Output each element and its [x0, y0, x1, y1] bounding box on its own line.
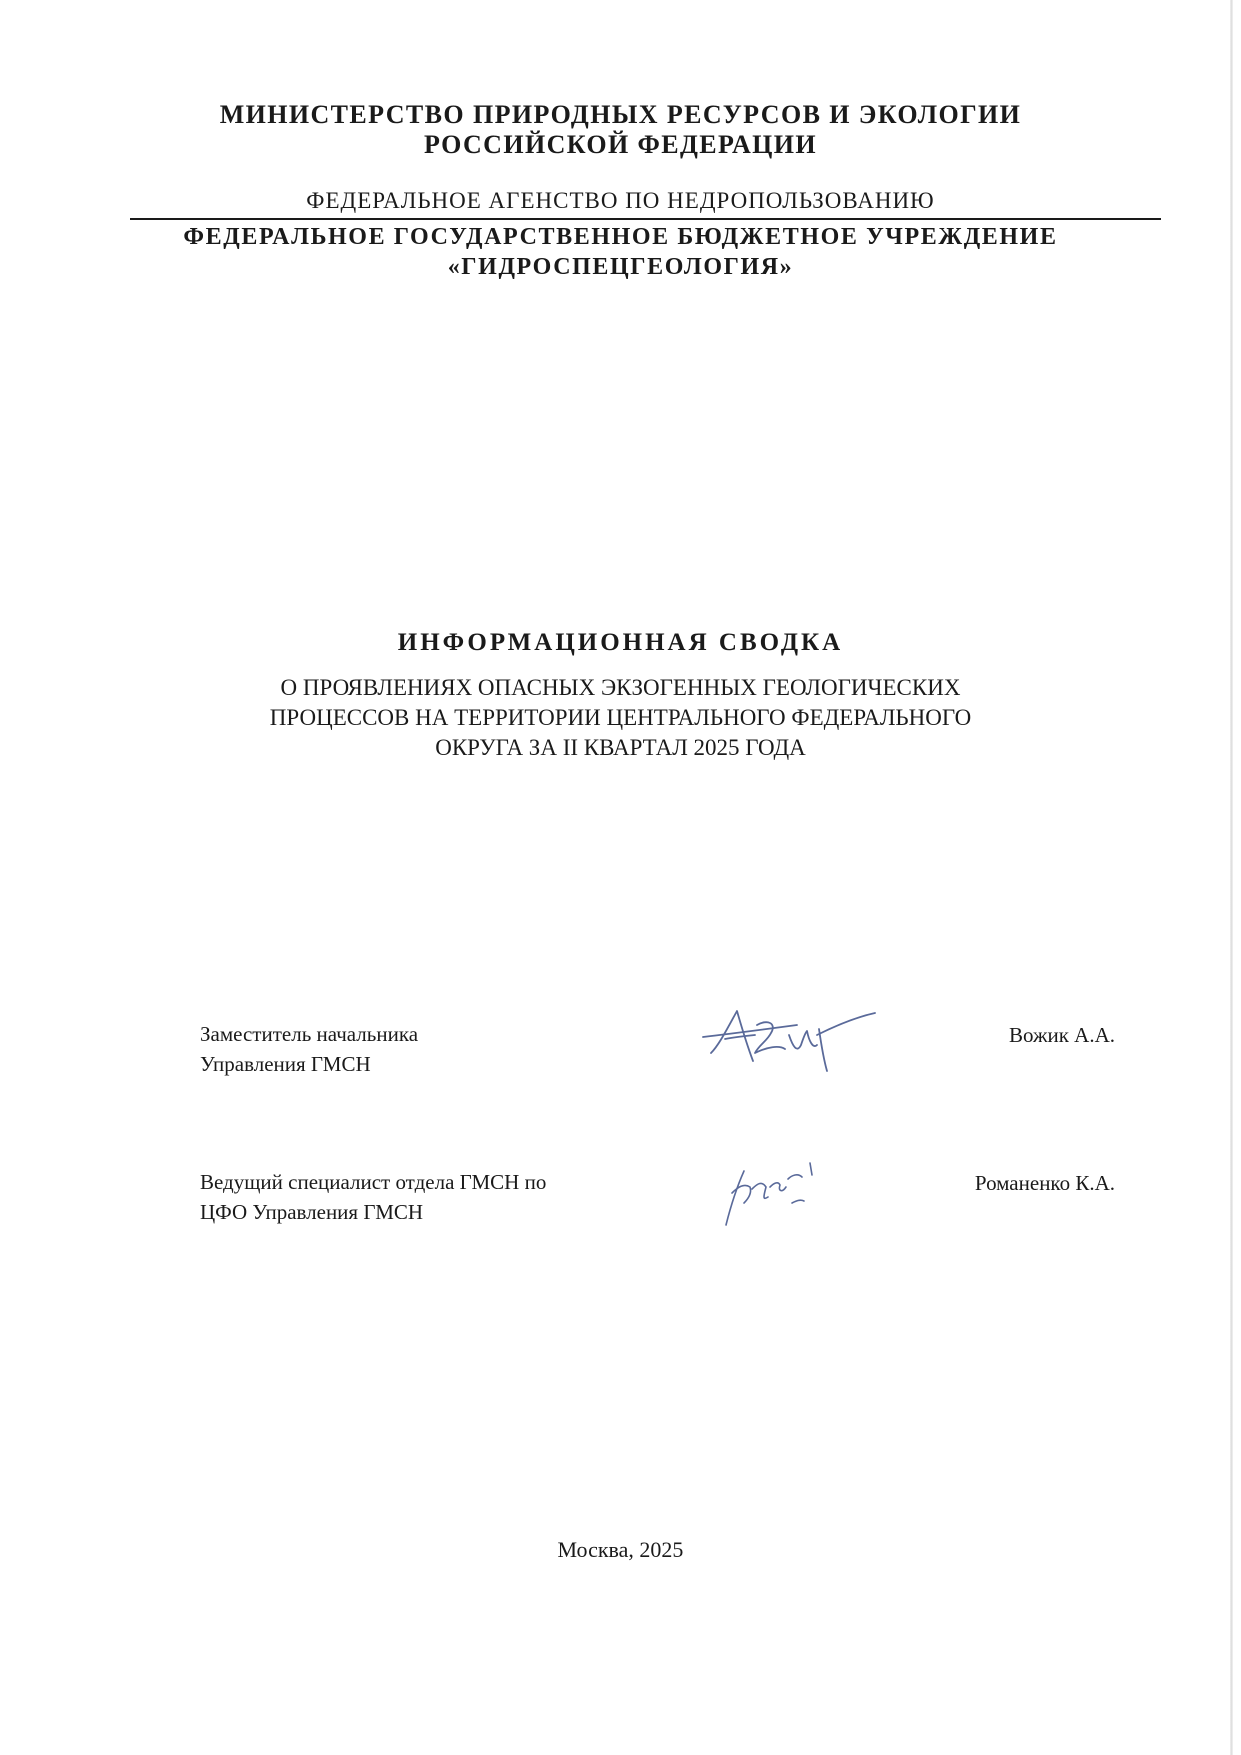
signatory-role — [200, 1019, 660, 1079]
signatory-row-1 — [200, 1019, 1115, 1089]
document-title-text: ИНФОРМАЦИОННАЯ СВОДКА — [397, 629, 844, 656]
institution-line-2: «ГИДРОСПЕЦГЕОЛОГИЯ» — [447, 254, 794, 280]
ministry-line-2: РОССИЙСКОЙ ФЕДЕРАЦИИ — [423, 130, 818, 159]
signatory-role-line-2: Управления ГМСН — [200, 1052, 371, 1076]
signature-1-image — [697, 995, 877, 1085]
document-title — [0, 628, 1241, 658]
ministry-line-1: МИНИСТЕРСТВО ПРИРОДНЫХ РЕСУРСОВ И ЭКОЛОГИИ — [219, 100, 1022, 129]
subtitle-line-2: ПРОЦЕССОВ НА ТЕРРИТОРИИ ЦЕНТРАЛЬНОГО ФЕДЕРАЛЬНОГО — [269, 705, 972, 730]
signatory-role — [200, 1167, 660, 1227]
institution-heading — [0, 222, 1241, 282]
ministry-heading — [0, 100, 1241, 160]
signatory-role-line-2: ЦФО Управления ГМСН — [200, 1200, 424, 1224]
signatory-name: Вожик А.А. — [1008, 1023, 1115, 1047]
footer-city-year — [0, 1535, 1241, 1565]
signature-2-image — [718, 1153, 828, 1243]
footer-city-year-text: Москва, 2025 — [557, 1537, 684, 1562]
subtitle-line-1: О ПРОЯВЛЕНИЯХ ОПАСНЫХ ЭКЗОГЕННЫХ ГЕОЛОГИЧЕСКИХ — [280, 675, 961, 700]
institution-line-1: ФЕДЕРАЛЬНОЕ ГОСУДАРСТВЕННОЕ БЮДЖЕТНОЕ УЧРЕЖДЕНИЕ — [183, 224, 1058, 250]
document-subtitle — [0, 673, 1241, 763]
agency-line: ФЕДЕРАЛЬНОЕ АГЕНСТВО ПО НЕДРОПОЛЬЗОВАНИЮ — [306, 188, 935, 213]
agency-heading — [0, 187, 1241, 215]
subtitle-line-3: ОКРУГА ЗА II КВАРТАЛ 2025 ГОДА — [435, 735, 806, 760]
signatory-role-line-1: Ведущий специалист отдела ГМСН по — [200, 1170, 547, 1194]
signatory-name: Романенко К.А. — [974, 1171, 1115, 1195]
signatory-row-2 — [200, 1167, 1115, 1237]
header-divider — [130, 218, 1161, 220]
signatory-role-line-1: Заместитель начальника — [200, 1022, 419, 1046]
